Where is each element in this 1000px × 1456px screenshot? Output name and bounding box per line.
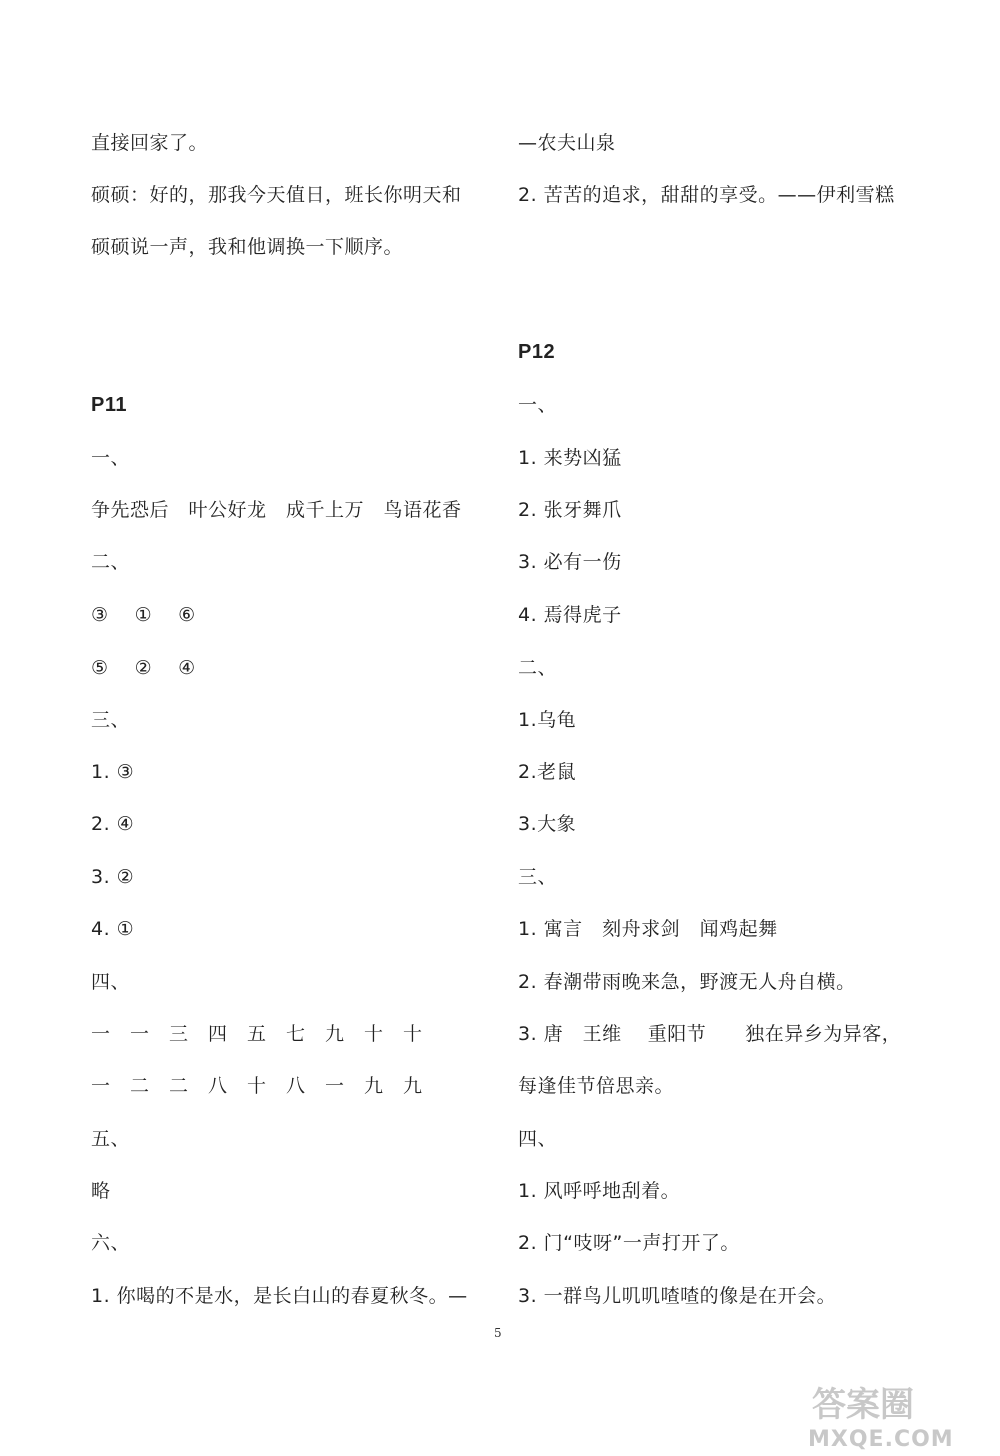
left-line-18: 略 bbox=[91, 1180, 111, 1202]
left-line-17: 五、 bbox=[91, 1128, 131, 1150]
left-heading-p11: P11 bbox=[91, 394, 127, 416]
right-line-13: 1. 寓言 刻舟求剑 闻鸡起舞 bbox=[518, 918, 778, 940]
right-line-10: 2.老鼠 bbox=[518, 761, 577, 783]
right-line-0: —农夫山泉 bbox=[518, 132, 616, 154]
right-line-11: 3.大象 bbox=[518, 813, 577, 835]
right-line-1: 2. 苦苦的追求，甜甜的享受。——伊利雪糕 bbox=[518, 184, 895, 206]
left-line-16: 一 二 二 八 十 八 一 九 九 bbox=[91, 1075, 423, 1097]
right-line-18: 1. 风呼呼地刮着。 bbox=[518, 1180, 681, 1202]
left-line-12: 3. ② bbox=[91, 866, 135, 888]
left-line-11: 2. ④ bbox=[91, 813, 135, 835]
right-line-6: 3. 必有一伤 bbox=[518, 551, 622, 573]
left-line-15: 一 一 三 四 五 七 九 十 十 bbox=[91, 1023, 423, 1045]
left-line-8: ⑤ ② ④ bbox=[91, 657, 196, 679]
right-line-3: 一、 bbox=[518, 394, 558, 416]
left-line-13: 4. ① bbox=[91, 918, 135, 940]
right-line-8: 二、 bbox=[518, 657, 558, 679]
left-line-7: ③ ① ⑥ bbox=[91, 604, 196, 626]
left-line-10: 1. ③ bbox=[91, 761, 135, 783]
right-line-4: 1. 来势凶猛 bbox=[518, 447, 622, 469]
right-line-5: 2. 张牙舞爪 bbox=[518, 499, 622, 521]
right-line-12: 三、 bbox=[518, 866, 558, 888]
left-line-4: 一、 bbox=[91, 447, 131, 469]
right-heading-p12: P12 bbox=[518, 341, 556, 363]
right-line-20: 3. 一群鸟儿叽叽喳喳的像是在开会。 bbox=[518, 1285, 837, 1307]
right-line-7: 4. 焉得虎子 bbox=[518, 604, 622, 626]
right-line-19: 2. 门“吱呀”一声打开了。 bbox=[518, 1232, 740, 1254]
left-line-5: 争先恐后 叶公好龙 成千上万 鸟语花香 bbox=[91, 499, 462, 521]
left-line-19: 六、 bbox=[91, 1232, 131, 1254]
left-line-0: 直接回家了。 bbox=[91, 132, 209, 154]
right-line-16: 每逢佳节倍思亲。 bbox=[518, 1075, 675, 1097]
left-line-1: 硕硕：好的，那我今天值日，班长你明天和 bbox=[91, 184, 462, 206]
right-line-17: 四、 bbox=[518, 1128, 558, 1150]
right-line-14: 2. 春潮带雨晚来急，野渡无人舟自横。 bbox=[518, 971, 856, 993]
left-line-6: 二、 bbox=[91, 551, 131, 573]
right-line-15: 3. 唐 王维 重阳节 独在异乡为异客， bbox=[518, 1023, 902, 1045]
right-line-9: 1.乌龟 bbox=[518, 709, 577, 731]
left-line-14: 四、 bbox=[91, 971, 131, 993]
left-line-9: 三、 bbox=[91, 709, 131, 731]
watermark-en: MXQE.COM bbox=[808, 1427, 954, 1452]
page-number: 5 bbox=[494, 1326, 502, 1340]
watermark-logo bbox=[802, 1382, 992, 1452]
left-line-20: 1. 你喝的不是水，是长白山的春夏秋冬。— bbox=[91, 1285, 468, 1307]
watermark-cn: 答案圈 bbox=[812, 1385, 914, 1425]
left-line-2: 硕硕说一声，我和他调换一下顺序。 bbox=[91, 236, 404, 258]
